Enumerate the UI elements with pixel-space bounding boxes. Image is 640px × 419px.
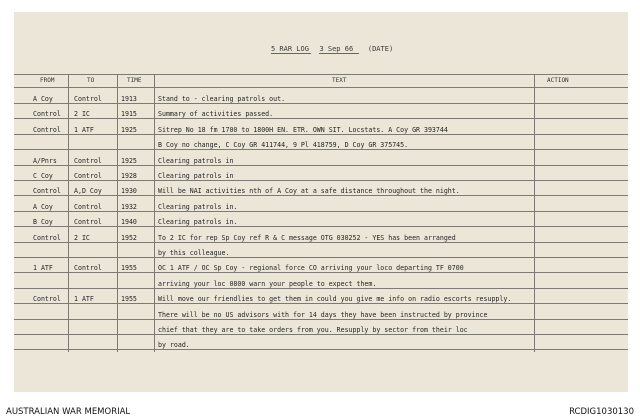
from-cell: Control (33, 187, 61, 196)
to-cell: Control (74, 264, 102, 273)
text-cell: To 2 IC for rep Sp Coy ref R & C message OTG 030252 - YES has been arranged (158, 233, 456, 242)
row-rule (14, 103, 628, 104)
time-cell: 1925 (121, 156, 137, 165)
to-cell: 2 IC (74, 233, 90, 242)
time-cell: 1915 (121, 110, 137, 119)
unit-name: 5 RAR LOG (271, 45, 311, 54)
text-cell: by road. (158, 341, 190, 350)
row-rule (14, 349, 628, 350)
archive-reference: RCDIG1030130 (569, 407, 634, 417)
to-cell: 2 IC (74, 110, 90, 119)
row-rule (14, 180, 628, 181)
to-cell: 1 ATF (74, 295, 94, 304)
col-header-text: TEXT (332, 77, 347, 84)
row-rule (14, 288, 628, 289)
to-cell: Control (74, 156, 102, 165)
from-cell: C Coy (33, 172, 53, 180)
time-cell: 1930 (121, 187, 137, 196)
row-rule (14, 303, 628, 304)
text-cell: Clearing patrols in (158, 156, 234, 165)
text-cell: Will be NAI activities nth of A Coy at a safe distance throughout the night. (158, 187, 460, 196)
text-cell: Summary of activities passed. (158, 110, 274, 119)
from-cell: A Coy (33, 95, 53, 103)
archive-footer (0, 405, 640, 419)
row-rule (14, 149, 628, 150)
row-rule (14, 257, 628, 258)
col-header-action: ACTION (547, 77, 569, 84)
text-cell: Stand to - clearing patrols out. (158, 95, 286, 103)
row-rule (14, 165, 628, 166)
col-header-from: FROM (40, 77, 55, 84)
text-cell: Clearing patrols in. (158, 202, 238, 211)
from-cell: 1 ATF (33, 264, 53, 273)
log-date: 3 Sep 66 (319, 45, 359, 54)
time-cell: 1928 (121, 172, 137, 180)
table-row (14, 336, 628, 353)
text-cell: by this colleague. (158, 249, 230, 257)
from-cell: Control (33, 233, 61, 242)
table-top-rule (14, 74, 628, 75)
to-cell: Control (74, 202, 102, 211)
text-cell: Sitrep No 18 fm 1700 to 1800H EN. ETR. OWN SIT. Locstats. A Coy GR 393744 (158, 125, 448, 134)
time-cell: 1940 (121, 218, 137, 227)
time-cell: 1913 (121, 95, 137, 103)
text-cell: B Coy no change, C Coy GR 411744, 9 Pl 418759, D Coy GR 375745. (158, 141, 409, 150)
text-cell: Will move our friendlies to get them in could you give me info on radio escorts resupply. (158, 295, 512, 304)
date-label: (DATE) (367, 45, 394, 53)
row-rule (14, 134, 628, 135)
row-rule (14, 334, 628, 335)
time-cell: 1955 (121, 295, 137, 304)
log-header (271, 45, 393, 54)
from-cell: B Coy (33, 218, 53, 227)
time-cell: 1925 (121, 125, 137, 134)
text-cell: chief that they are to take orders from you. Resupply by sector from their loc (158, 326, 468, 334)
table-header-rule (14, 87, 628, 88)
row-rule (14, 195, 628, 196)
row-rule (14, 242, 628, 243)
text-cell: arriving your loc 0800 warn your people to expect them. (158, 279, 377, 288)
col-header-to: TO (87, 77, 95, 84)
to-cell: A,D Coy (74, 187, 102, 196)
to-cell: Control (74, 218, 102, 227)
to-cell: Control (74, 95, 102, 103)
log-table (14, 74, 628, 352)
from-cell: Control (33, 125, 61, 134)
row-rule (14, 272, 628, 273)
text-cell: There will be no US advisors with for 14 days they have been instructed by province (158, 310, 488, 319)
archive-name: AUSTRALIAN WAR MEMORIAL (6, 407, 131, 417)
text-cell: OC 1 ATF / OC Sp Coy - regional force CO arriving your loco departing TF 0700 (158, 264, 464, 273)
time-cell: 1932 (121, 202, 137, 211)
from-cell: Control (33, 295, 61, 304)
text-cell: Clearing patrols in (158, 172, 234, 180)
time-cell: 1952 (121, 233, 137, 242)
col-header-time: TIME (127, 77, 142, 84)
row-rule (14, 118, 628, 119)
to-cell: 1 ATF (74, 125, 94, 134)
row-rule (14, 319, 628, 320)
to-cell: Control (74, 172, 102, 180)
from-cell: Control (33, 110, 61, 119)
row-rule (14, 211, 628, 212)
time-cell: 1955 (121, 264, 137, 273)
from-cell: A/Pnrs (33, 156, 57, 165)
text-cell: Clearing patrols in. (158, 218, 238, 227)
from-cell: A Coy (33, 202, 53, 211)
row-rule (14, 226, 628, 227)
